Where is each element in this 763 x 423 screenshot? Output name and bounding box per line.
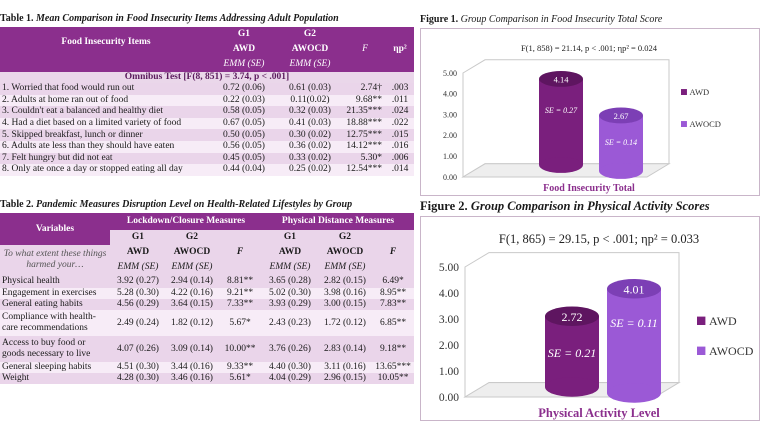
table2-header-awocd-a: AWOCD — [166, 245, 218, 260]
table1-g1-emm: 0.67 (0.05) — [212, 118, 276, 130]
table1-g2-emm: 0.30 (0.02) — [276, 129, 344, 141]
table1-caption-number: Table 1. — [0, 13, 34, 24]
y-tick-label: 4.00 — [443, 89, 457, 99]
bar-value-label: 2.72 — [561, 310, 583, 325]
table2-variable-label: General eating habits — [0, 299, 110, 310]
table1-eta-value: .014 — [386, 164, 414, 176]
table2-header-awocd-b: AWOCD — [318, 245, 372, 260]
table1-g1-emm: 0.56 (0.05) — [212, 141, 276, 153]
table1-f-value: 12.75*** — [344, 129, 386, 141]
figure2-caption — [420, 199, 710, 214]
table1-f-value: 14.12*** — [344, 141, 386, 153]
table1 — [0, 27, 414, 176]
table2-variable-label: Compliance with health-care recommendations — [0, 310, 110, 336]
table2-physical-g1: 2.43 (0.23) — [262, 310, 318, 336]
table1-eta-value: .003 — [386, 83, 414, 95]
table2-physical-f: 9.18** — [372, 336, 414, 362]
table1-g2-emm: 0.36 (0.02) — [276, 141, 344, 153]
table2-physical-g1: 3.93 (0.29) — [262, 299, 318, 310]
y-tick-label: 4.00 — [438, 288, 459, 301]
table2-lockdown-g1: 4.56 (0.29) — [110, 299, 166, 310]
table1-header-eta: ηp² — [386, 27, 414, 72]
table2-physical-g1: 4.04 (0.29) — [262, 373, 318, 384]
table1-header-g1-name: AWD — [212, 42, 276, 57]
figure2-caption-title: Group Comparison in Physical Activity Scores — [470, 199, 710, 213]
table1-g1-emm: 0.44 (0.04) — [212, 164, 276, 176]
table1-f-value: 5.30* — [344, 153, 386, 165]
bar-awocd-body — [607, 289, 661, 393]
bar-awd-base — [539, 157, 583, 173]
table1-g1-emm: 0.22 (0.03) — [212, 95, 276, 107]
table-row — [0, 83, 414, 95]
legend-label: AWD — [709, 314, 737, 328]
bar-awd-base — [545, 377, 599, 396]
table2-lockdown-f: 9.21** — [218, 288, 262, 299]
table1-header-emm-g1: EMM (SE) — [212, 57, 276, 72]
bar-se-label: SE = 0.11 — [610, 316, 658, 330]
table1-item-label: 5. Skipped breakfast, lunch or dinner — [0, 129, 212, 141]
legend-swatch — [681, 89, 687, 95]
table2-lockdown-f: 9.33** — [218, 362, 262, 373]
chart-statistic: F(1, 858) = 21.14, p < .001; ηp² = 0.024 — [520, 43, 658, 53]
table2-header-awd-b: AWD — [262, 245, 318, 260]
table2 — [0, 213, 414, 384]
table-row — [0, 95, 414, 107]
table2-physical-f: 6.85** — [372, 310, 414, 336]
table2-physical-f: 6.49* — [372, 275, 414, 288]
y-tick-label: 5.00 — [438, 262, 459, 275]
table2-header-emm-3: EMM (SE) — [262, 260, 318, 275]
table2-physical-g2: 3.11 (0.16) — [318, 362, 372, 373]
table2-lockdown-g1: 3.92 (0.27) — [110, 275, 166, 288]
table1-eta-value: .016 — [386, 141, 414, 153]
table2-header-physical: Physical Distance Measures — [262, 213, 414, 230]
y-tick-label: 2.00 — [443, 131, 457, 141]
table1-header-g2: G2 — [276, 27, 344, 42]
table2-caption-title: Pandemic Measures Disruption Level on Health-Related Lifestyles by Group — [36, 199, 353, 210]
bar-awd-body — [539, 79, 583, 165]
table2-variable-label: Weight — [0, 373, 110, 384]
table2-variable-label: Access to buy food or goods necessary to live — [0, 336, 110, 362]
table1-eta-value: .006 — [386, 153, 414, 165]
bar-value-label: 4.01 — [623, 282, 645, 297]
figure2-caption-number: Figure 2. — [420, 199, 468, 213]
table1-item-label: 4. Had a diet based on a limited variety of food — [0, 118, 212, 130]
table2-physical-g2: 3.98 (0.16) — [318, 288, 372, 299]
table1-eta-value: .011 — [386, 95, 414, 107]
table2-header-g1-a: G1 — [110, 230, 166, 245]
table-row — [0, 141, 414, 153]
table2-caption-number: Table 2. — [0, 199, 34, 210]
table1-header-items: Food Insecurity Items — [0, 27, 212, 57]
table1-f-value: 12.54*** — [344, 164, 386, 176]
table2-lockdown-g2: 3.64 (0.15) — [166, 299, 218, 310]
legend-swatch — [681, 121, 687, 127]
table2-physical-g1: 5.02 (0.30) — [262, 288, 318, 299]
table1-g2-emm: 0.41 (0.03) — [276, 118, 344, 130]
table2-lockdown-f: 10.00** — [218, 336, 262, 362]
y-tick-label: 3.00 — [443, 110, 457, 120]
table1-header-emm-g2: EMM (SE) — [276, 57, 344, 72]
table-row — [0, 106, 414, 118]
y-tick-label: 0.00 — [443, 172, 457, 182]
table-row — [0, 310, 414, 336]
table-row — [0, 373, 414, 384]
table2-physical-g2: 3.00 (0.15) — [318, 299, 372, 310]
legend-label: AWOCD — [689, 119, 721, 129]
legend-swatch — [697, 347, 705, 355]
table1-g2-emm: 0.33 (0.02) — [276, 153, 344, 165]
table-row — [0, 164, 414, 176]
bar-value-label: 2.67 — [613, 110, 629, 121]
bar-se-label: SE = 0.21 — [547, 346, 597, 360]
table2-lockdown-g1: 4.51 (0.30) — [110, 362, 166, 373]
table1-header-g2-name: AWOCD — [276, 42, 344, 57]
table1-f-value: 21.35*** — [344, 106, 386, 118]
table2-header-f-a: F — [218, 230, 262, 275]
table2-header-lockdown: Lockdown/Closure Measures — [110, 213, 262, 230]
x-axis-label: Food Insecurity Total — [543, 183, 635, 194]
table1-g2-emm: 0.25 (0.02) — [276, 164, 344, 176]
table2-physical-g1: 3.76 (0.26) — [262, 336, 318, 362]
table2-header-emm-1: EMM (SE) — [110, 260, 166, 275]
table2-physical-g1: 4.40 (0.30) — [262, 362, 318, 373]
legend-swatch — [697, 317, 705, 325]
table2-header-g1-b: G1 — [262, 230, 318, 245]
table1-item-label: 8. Only ate once a day or stopped eating all day — [0, 164, 212, 176]
table1-g1-emm: 0.45 (0.05) — [212, 153, 276, 165]
table2-lockdown-f: 5.67* — [218, 310, 262, 336]
table2-physical-f: 7.83** — [372, 299, 414, 310]
y-tick-label: 0.00 — [438, 392, 459, 405]
table1-item-label: 7. Felt hungry but did not eat — [0, 153, 212, 165]
figure1-caption — [420, 14, 662, 26]
table2-variable-label: Engagement in exercises — [0, 288, 110, 299]
figure1-caption-number: Figure 1. — [420, 14, 459, 25]
table2-lockdown-g2: 3.44 (0.16) — [166, 362, 218, 373]
table1-item-label: 2. Adults at home ran out of food — [0, 95, 212, 107]
table-row — [0, 118, 414, 130]
bar-awocd-base — [607, 383, 661, 402]
table1-eta-value: .024 — [386, 106, 414, 118]
table1-item-label: 6. Adults ate less than they should have eaten — [0, 141, 212, 153]
table1-g1-emm: 0.50 (0.05) — [212, 129, 276, 141]
table1-f-value: 18.88*** — [344, 118, 386, 130]
table2-header-f-b: F — [372, 230, 414, 275]
bar-awocd — [607, 279, 661, 403]
table2-lockdown-f: 5.61* — [218, 373, 262, 384]
figure2-panel — [420, 216, 760, 421]
table2-lockdown-g2: 3.46 (0.16) — [166, 373, 218, 384]
legend-label: AWOCD — [709, 344, 754, 358]
bar-awd — [539, 71, 583, 173]
table1-g1-emm: 0.72 (0.06) — [212, 83, 276, 95]
table1-header-g1: G1 — [212, 27, 276, 42]
figure2-chart — [421, 217, 759, 420]
chart-statistic: F(1, 865) = 29.15, p < .001; ηp² = 0.033 — [498, 232, 700, 246]
table2-physical-g2: 2.82 (0.15) — [318, 275, 372, 288]
table2-header-emm-2: EMM (SE) — [166, 260, 218, 275]
table2-physical-f: 10.05** — [372, 373, 414, 384]
table-row — [0, 129, 414, 141]
table1-eta-value: .015 — [386, 129, 414, 141]
table2-physical-g2: 2.96 (0.15) — [318, 373, 372, 384]
table1-eta-value: .022 — [386, 118, 414, 130]
bar-se-label: SE = 0.27 — [544, 106, 578, 115]
y-tick-label: 1.00 — [443, 152, 457, 161]
table1-f-value: 9.68** — [344, 95, 386, 107]
legend-label: AWD — [689, 87, 710, 97]
table2-lockdown-g2: 3.09 (0.14) — [166, 336, 218, 362]
table-row — [0, 275, 414, 288]
table2-header-g2-a: G2 — [166, 230, 218, 245]
table2-physical-g1: 3.65 (0.28) — [262, 275, 318, 288]
y-tick-label: 2.00 — [438, 340, 459, 353]
table2-variable-label: General sleeping habits — [0, 362, 110, 373]
table1-header-f: F — [344, 27, 386, 72]
bar-awocd-base — [599, 163, 643, 179]
table1-item-label: 3. Couldn't eat a balanced and healthy diet — [0, 106, 212, 118]
y-tick-label: 5.00 — [443, 68, 457, 78]
table1-g2-emm: 0.11(0.02) — [276, 95, 344, 107]
table2-lockdown-g2: 4.22 (0.16) — [166, 288, 218, 299]
x-axis-label: Physical Activity Level — [538, 406, 660, 420]
table2-lockdown-f: 7.33** — [218, 299, 262, 310]
table2-lockdown-g1: 4.28 (0.30) — [110, 373, 166, 384]
table1-item-label: 1. Worried that food would run out — [0, 83, 212, 95]
table1-f-value: 2.74† — [344, 83, 386, 95]
table2-lockdown-g1: 4.07 (0.26) — [110, 336, 166, 362]
table2-lockdown-f: 8.81** — [218, 275, 262, 288]
table2-physical-g2: 2.83 (0.14) — [318, 336, 372, 362]
table2-lockdown-g1: 5.28 (0.30) — [110, 288, 166, 299]
figure1-panel — [420, 28, 760, 196]
table2-physical-f: 8.95** — [372, 288, 414, 299]
table-row — [0, 299, 414, 310]
table2-caption — [0, 199, 414, 211]
figure1-chart — [421, 29, 759, 195]
table2-variable-label: Physical health — [0, 275, 110, 288]
table2-physical-g2: 1.72 (0.12) — [318, 310, 372, 336]
table2-header-awd-a: AWD — [110, 245, 166, 260]
table2-lockdown-g1: 2.49 (0.24) — [110, 310, 166, 336]
table2-header-g2-b: G2 — [318, 230, 372, 245]
table1-omnibus-test: Omnibus Test [F(8, 851) = 3.74, p < .001] — [0, 72, 414, 83]
bar-value-label: 4.14 — [553, 74, 569, 85]
table1-g1-emm: 0.58 (0.05) — [212, 106, 276, 118]
table2-header-harmed: To what extent these things harmed your… — [0, 245, 110, 275]
bar-se-label: SE = 0.14 — [604, 138, 638, 147]
y-tick-label: 3.00 — [438, 314, 459, 327]
table2-lockdown-g2: 1.82 (0.12) — [166, 310, 218, 336]
table1-g2-emm: 0.61 (0.03) — [276, 83, 344, 95]
table2-lockdown-g2: 2.94 (0.14) — [166, 275, 218, 288]
table2-header-variables: Variables — [0, 213, 110, 245]
table-row — [0, 153, 414, 165]
figure1-caption-title: Group Comparison in Food Insecurity Total Score — [460, 14, 663, 25]
table2-header-emm-4: EMM (SE) — [318, 260, 372, 275]
y-tick-label: 1.00 — [438, 366, 459, 379]
table2-physical-f: 13.65*** — [372, 362, 414, 373]
table-row — [0, 336, 414, 362]
table-row — [0, 362, 414, 373]
table1-caption-title: Mean Comparison in Food Insecurity Items Addressing Adult Population — [36, 13, 339, 24]
table1-caption — [0, 13, 414, 25]
table1-g2-emm: 0.32 (0.03) — [276, 106, 344, 118]
table-row — [0, 288, 414, 299]
